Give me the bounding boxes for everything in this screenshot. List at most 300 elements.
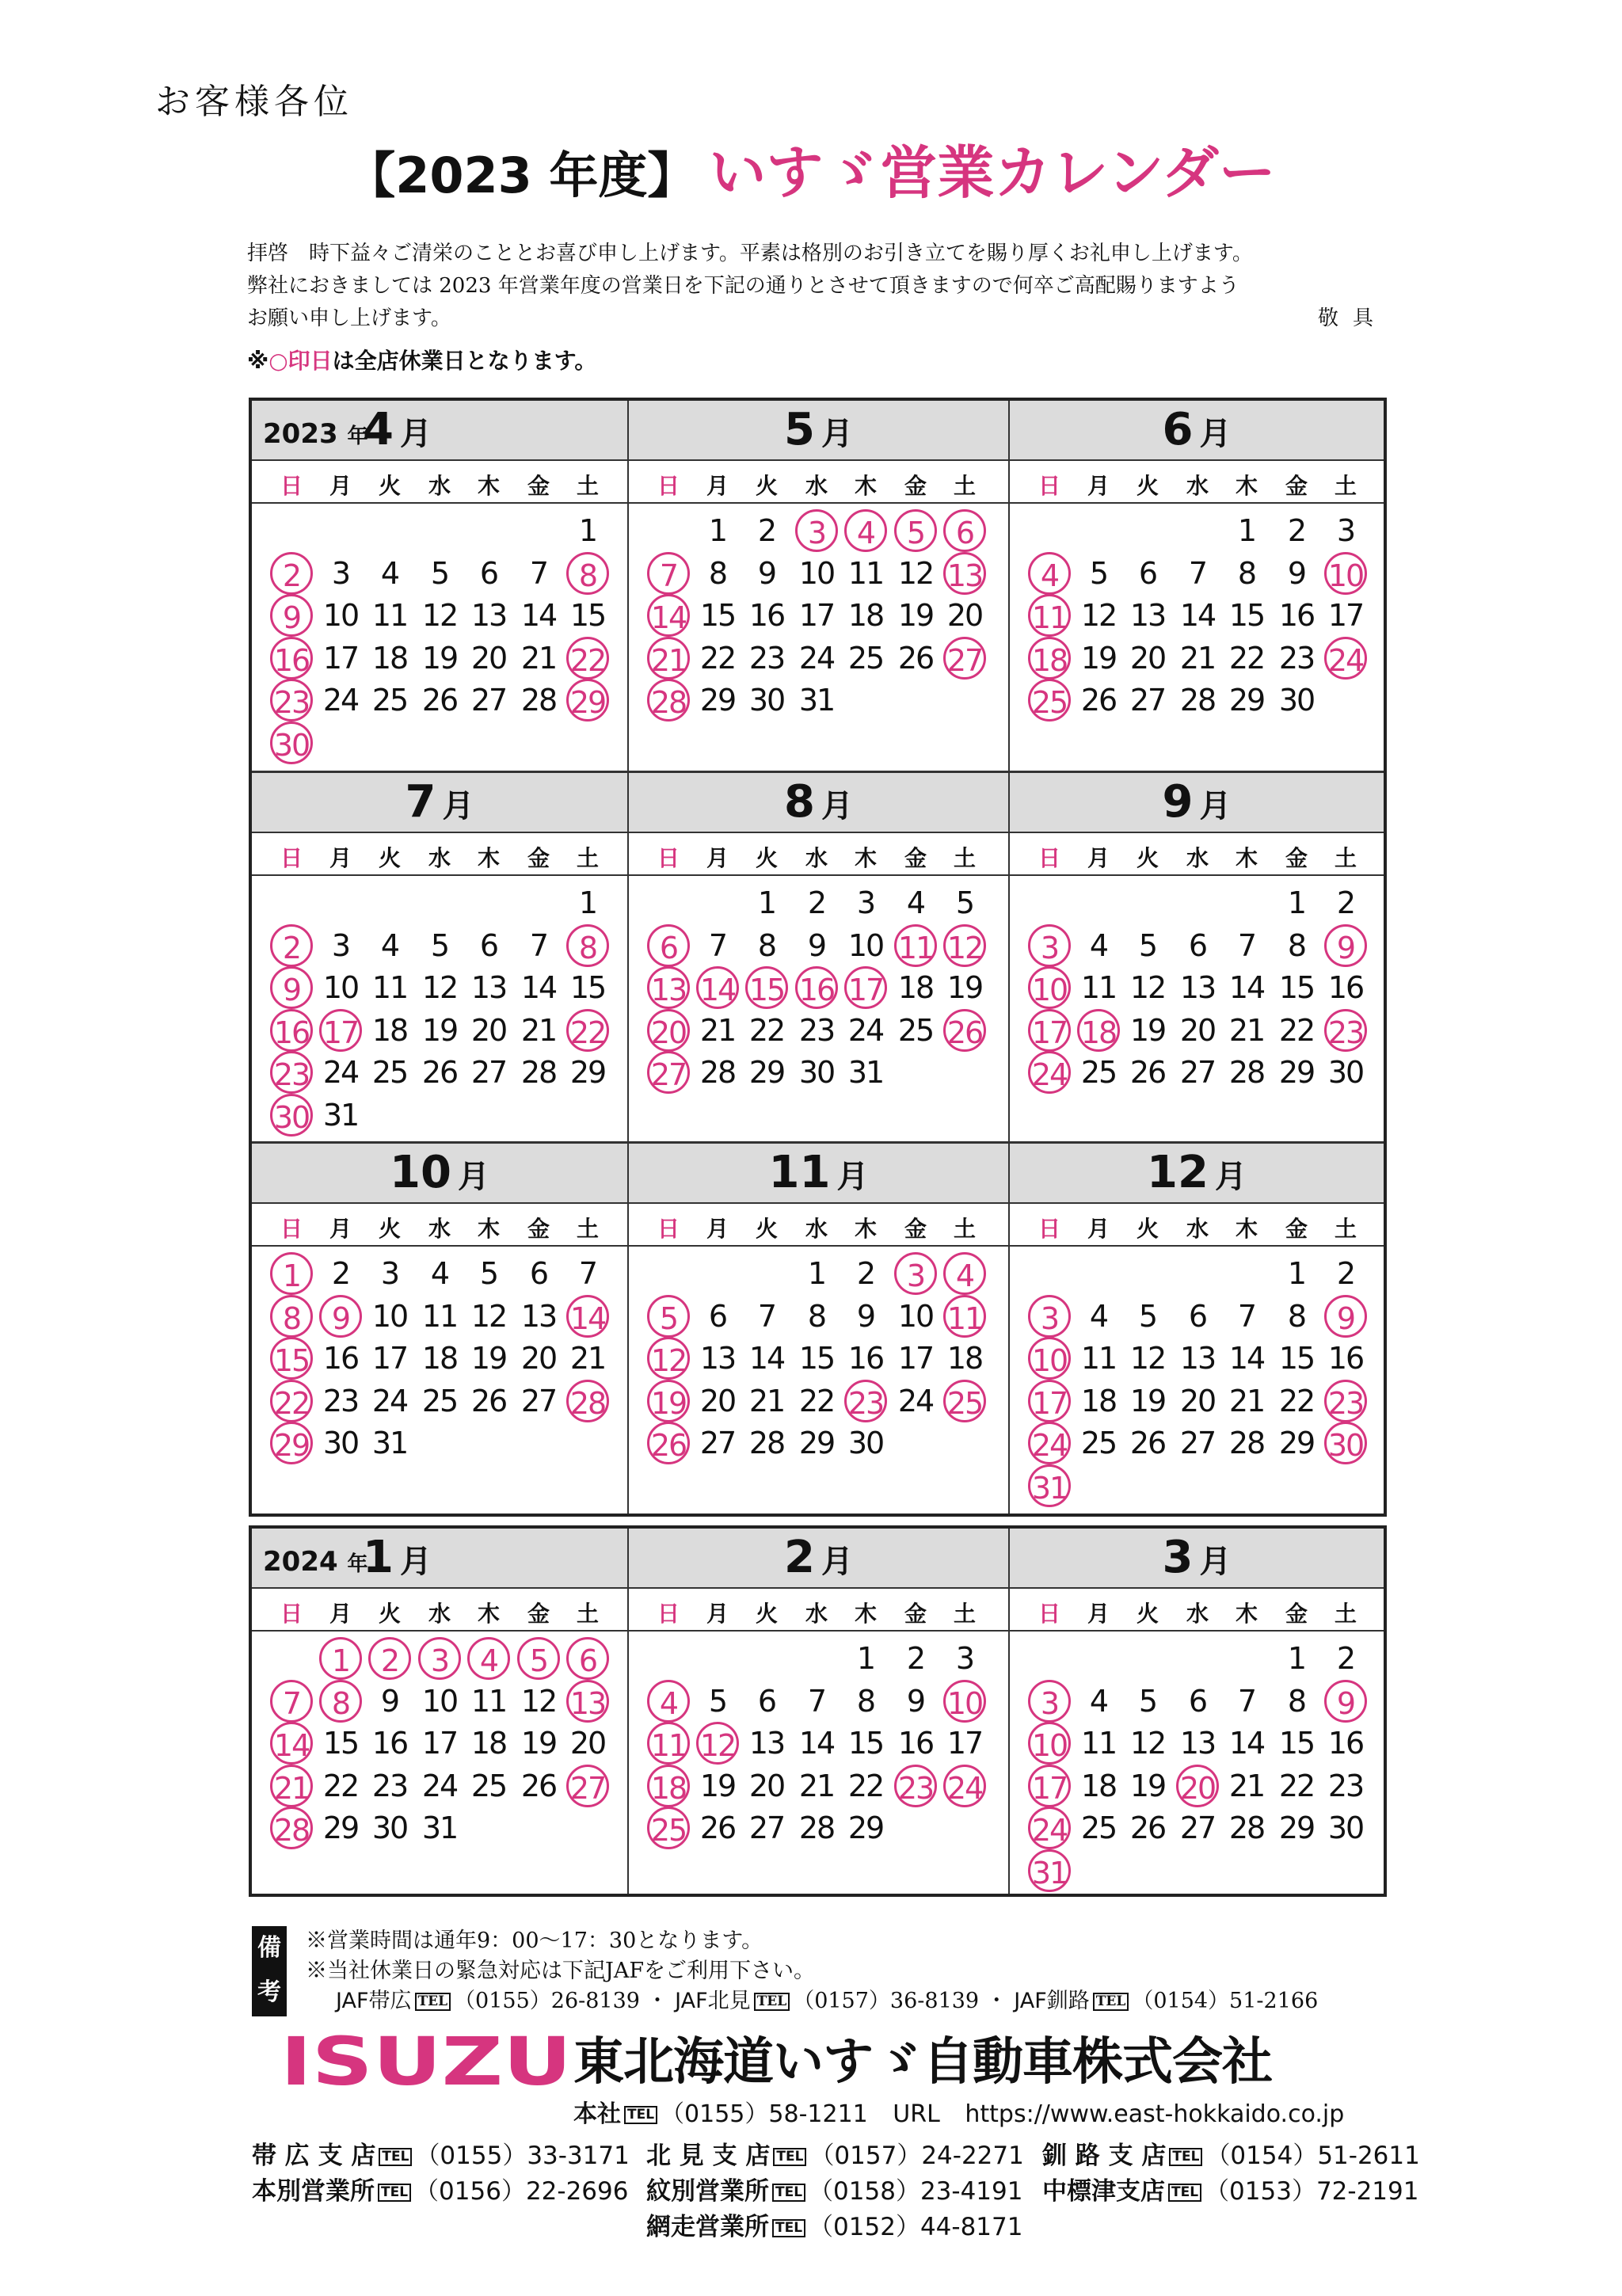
jaf-phone: （0154）51-2166 — [1132, 1989, 1319, 2013]
weekday-label: 金 — [527, 1216, 550, 1242]
holiday-day: 6 — [943, 509, 986, 552]
business-day: 1 — [1237, 513, 1256, 548]
holiday-day: 5 — [517, 1637, 560, 1680]
business-day: 31 — [371, 1426, 408, 1460]
remarks-text — [306, 1926, 1414, 2016]
month-title — [1010, 1147, 1384, 1198]
business-day: 8 — [1237, 555, 1256, 591]
month-number: 6 — [1162, 404, 1194, 455]
tel-icon: TEL — [754, 1993, 790, 2011]
weekday-label: 火 — [1136, 845, 1159, 871]
year-suffix: 年 — [347, 425, 368, 448]
business-day: 12 — [1080, 598, 1117, 633]
month-header — [629, 1144, 1008, 1204]
business-day: 1 — [578, 885, 597, 920]
business-day: 7 — [807, 1683, 826, 1719]
business-day: 12 — [520, 1683, 557, 1719]
weekday-label: 火 — [378, 1216, 401, 1242]
business-day: 25 — [371, 683, 408, 718]
branch-office — [1042, 2174, 1420, 2210]
separator: ・ — [639, 1989, 676, 2013]
business-day: 5 — [1089, 555, 1108, 591]
business-day: 27 — [748, 1811, 785, 1845]
business-day: 27 — [1179, 1426, 1216, 1460]
business-day: 16 — [1327, 1726, 1364, 1761]
holiday-day: 29 — [566, 679, 609, 722]
month-header — [252, 1529, 627, 1589]
business-day: 20 — [1129, 640, 1166, 676]
holiday-day: 12 — [696, 1722, 739, 1765]
business-day: 29 — [1278, 1055, 1315, 1090]
business-day: 19 — [1080, 640, 1117, 676]
business-day: 8 — [1287, 1298, 1306, 1334]
holiday-day: 6 — [647, 924, 690, 967]
holiday-day: 25 — [1028, 679, 1071, 722]
business-day: 30 — [748, 683, 785, 718]
business-day: 14 — [1228, 1341, 1265, 1376]
business-day: 16 — [897, 1726, 934, 1761]
holiday-day: 31 — [1028, 1849, 1071, 1892]
holiday-day: 2 — [270, 552, 313, 595]
tel-icon: TEL — [772, 2184, 805, 2202]
business-day: 15 — [569, 970, 606, 1005]
business-day: 26 — [1129, 1811, 1166, 1845]
year-number: 2023 — [263, 418, 348, 450]
holiday-day: 6 — [566, 1637, 609, 1680]
business-day: 7 — [529, 555, 548, 591]
month-number: 1 — [363, 1532, 394, 1583]
business-day: 18 — [1080, 1768, 1117, 1803]
business-day: 2 — [856, 1256, 875, 1291]
branch-office — [646, 2174, 1024, 2210]
business-day: 6 — [1188, 927, 1207, 963]
day-grid — [1010, 1635, 1384, 1894]
day-grid — [1010, 879, 1384, 1141]
holiday-day: 10 — [1028, 1337, 1071, 1380]
business-day: 7 — [757, 1298, 776, 1334]
business-day: 9 — [380, 1683, 399, 1719]
holiday-day: 10 — [943, 1680, 986, 1723]
holiday-day: 24 — [943, 1765, 986, 1807]
day-grid — [629, 1635, 1008, 1894]
business-day: 6 — [1188, 1683, 1207, 1719]
month-suffix: 月 — [821, 788, 853, 824]
business-day: 13 — [470, 598, 507, 633]
month-number: 8 — [784, 776, 815, 828]
day-grid — [1010, 1250, 1384, 1514]
business-day: 19 — [1129, 1383, 1166, 1418]
business-day: 7 — [1188, 555, 1207, 591]
tel-icon: TEL — [415, 1993, 451, 2011]
holiday-day: 22 — [270, 1380, 313, 1422]
page-title — [0, 127, 1622, 209]
branch-column — [1042, 2138, 1420, 2210]
business-day: 19 — [421, 1012, 458, 1048]
holiday-day: 8 — [566, 924, 609, 967]
weekday-label: 月 — [1087, 845, 1110, 871]
branch-office — [1042, 2138, 1420, 2174]
weekday-label: 土 — [1334, 1216, 1357, 1242]
weekday-label: 金 — [527, 845, 550, 871]
business-day: 22 — [1228, 640, 1265, 676]
business-day: 4 — [1089, 927, 1108, 963]
weekday-label: 土 — [953, 1601, 976, 1627]
weekday-label: 火 — [755, 845, 778, 871]
month-number: 9 — [1162, 776, 1194, 828]
branch-name: 帯 広 支 店 — [252, 2142, 376, 2170]
business-day: 1 — [1287, 1256, 1306, 1291]
holiday-day: 27 — [647, 1051, 690, 1094]
weekday-row — [1010, 461, 1384, 504]
weekday-label: 月 — [706, 1601, 729, 1627]
business-day: 27 — [699, 1426, 736, 1460]
business-day: 3 — [955, 1641, 974, 1676]
branch-column — [252, 2138, 630, 2210]
business-day: 27 — [520, 1383, 557, 1418]
business-day: 5 — [1138, 1683, 1157, 1719]
weekday-label: 月 — [329, 845, 352, 871]
weekday-label: 火 — [1136, 1601, 1159, 1627]
holiday-day: 17 — [1028, 1380, 1071, 1422]
month-number: 3 — [1162, 1532, 1194, 1583]
month-1 — [252, 1529, 629, 1894]
jaf-phone: （0157）36-8139 — [793, 1989, 980, 2013]
branch-office — [252, 2138, 630, 2174]
holiday-day: 2 — [270, 924, 313, 967]
business-day: 15 — [1278, 970, 1315, 1005]
holiday-day: 23 — [270, 679, 313, 722]
business-day: 25 — [1080, 1811, 1117, 1845]
business-day: 5 — [955, 885, 974, 920]
holiday-day: 4 — [943, 1252, 986, 1295]
business-day: 3 — [856, 885, 875, 920]
holiday-day: 9 — [1324, 1295, 1367, 1338]
business-day: 27 — [1179, 1055, 1216, 1090]
month-suffix: 月 — [399, 416, 432, 452]
branch-phone: （0157）24-2271 — [809, 2142, 1024, 2170]
business-day: 10 — [897, 1298, 934, 1334]
holiday-day: 19 — [647, 1380, 690, 1422]
year-label — [263, 418, 367, 450]
holiday-day: 27 — [566, 1765, 609, 1807]
holiday-day: 12 — [943, 924, 986, 967]
holiday-day: 1 — [319, 1637, 362, 1680]
holiday-day: 3 — [1028, 924, 1071, 967]
business-day: 1 — [1287, 885, 1306, 920]
business-day: 16 — [1327, 970, 1364, 1005]
business-day: 3 — [1336, 513, 1355, 548]
weekday-label: 月 — [329, 1216, 352, 1242]
business-day: 28 — [520, 683, 557, 718]
holiday-day: 5 — [894, 509, 937, 552]
business-day: 29 — [798, 1426, 835, 1460]
business-day: 29 — [1278, 1426, 1315, 1460]
weekday-row — [1010, 1589, 1384, 1632]
weekday-row — [252, 461, 627, 504]
month-suffix: 月 — [1199, 416, 1232, 452]
weekday-label: 木 — [477, 1601, 500, 1627]
holiday-day: 24 — [1028, 1807, 1071, 1849]
business-day: 19 — [699, 1768, 736, 1803]
business-day: 15 — [1278, 1341, 1315, 1376]
business-day: 8 — [856, 1683, 875, 1719]
business-day: 10 — [371, 1298, 408, 1334]
holiday-day: 14 — [270, 1722, 313, 1765]
weekday-label: 日 — [280, 1601, 303, 1627]
business-day: 18 — [946, 1341, 983, 1376]
business-day: 18 — [371, 1012, 408, 1048]
business-day: 26 — [1080, 683, 1117, 718]
holiday-day: 7 — [647, 552, 690, 595]
business-day: 29 — [847, 1811, 884, 1845]
holiday-day: 4 — [647, 1680, 690, 1723]
business-day: 13 — [1129, 598, 1166, 633]
month-title — [1010, 1532, 1384, 1583]
holiday-day: 9 — [270, 966, 313, 1009]
month-header — [1010, 1144, 1384, 1204]
business-day: 8 — [1287, 1683, 1306, 1719]
weekday-label: 土 — [576, 1216, 599, 1242]
weekday-label: 月 — [1087, 1601, 1110, 1627]
business-day: 20 — [470, 640, 507, 676]
weekday-label: 金 — [1285, 845, 1308, 871]
weekday-label: 木 — [1235, 1601, 1258, 1627]
weekday-label: 木 — [854, 845, 877, 871]
weekday-label: 土 — [576, 1601, 599, 1627]
month-number: 2 — [784, 1532, 815, 1583]
business-day: 25 — [1080, 1055, 1117, 1090]
business-day: 18 — [371, 640, 408, 676]
business-day: 12 — [421, 598, 458, 633]
business-day: 21 — [1228, 1768, 1265, 1803]
day-grid — [252, 879, 627, 1141]
business-day: 28 — [1179, 683, 1216, 718]
business-day: 7 — [1237, 927, 1256, 963]
business-day: 24 — [322, 1055, 359, 1090]
month-11 — [629, 1144, 1010, 1514]
business-day: 1 — [1287, 1641, 1306, 1676]
weekday-label: 月 — [329, 473, 352, 499]
business-day: 16 — [1278, 598, 1315, 633]
month-suffix: 月 — [1214, 1159, 1247, 1195]
business-day: 5 — [430, 927, 449, 963]
business-day: 30 — [371, 1811, 408, 1845]
business-day: 2 — [331, 1256, 350, 1291]
holiday-day: 23 — [844, 1380, 887, 1422]
weekday-label: 土 — [953, 473, 976, 499]
weekday-label: 水 — [428, 845, 451, 871]
greeting-line: お願い申し上げます。 — [247, 307, 451, 330]
holiday-day: 11 — [894, 924, 937, 967]
business-day: 9 — [906, 1683, 925, 1719]
business-day: 11 — [371, 598, 408, 633]
holiday-day: 17 — [1028, 1765, 1071, 1807]
business-day: 21 — [748, 1383, 785, 1418]
weekday-row — [252, 833, 627, 876]
year-suffix: 年 — [347, 1552, 368, 1576]
hq-phone: （0155）58-1211 — [661, 2100, 868, 2128]
holiday-day: 14 — [696, 966, 739, 1009]
holiday-day: 17 — [844, 966, 887, 1009]
greeting-line: 弊社におきましては 2023 年営業年度の営業日を下記の通りとさせて頂きますので何卒ご高配賜りますよう — [247, 274, 1239, 298]
business-day: 11 — [470, 1683, 507, 1719]
business-day: 30 — [322, 1426, 359, 1460]
holiday-day: 27 — [943, 637, 986, 680]
business-day: 26 — [520, 1768, 557, 1803]
business-day: 25 — [1080, 1426, 1117, 1460]
business-day: 12 — [470, 1298, 507, 1334]
holiday-day: 1 — [270, 1252, 313, 1295]
holiday-note — [247, 344, 596, 375]
business-day: 26 — [1129, 1426, 1166, 1460]
business-day: 25 — [470, 1768, 507, 1803]
business-day: 11 — [847, 555, 884, 591]
holiday-day: 8 — [319, 1680, 362, 1723]
business-day: 11 — [421, 1298, 458, 1334]
business-day: 4 — [380, 927, 399, 963]
month-header — [629, 1529, 1008, 1589]
business-day: 19 — [421, 640, 458, 676]
business-day: 14 — [1228, 1726, 1265, 1761]
weekday-label: 水 — [428, 1601, 451, 1627]
business-day: 22 — [748, 1012, 785, 1048]
business-day: 21 — [520, 1012, 557, 1048]
weekday-label: 火 — [1136, 473, 1159, 499]
weekday-label: 土 — [576, 473, 599, 499]
business-day: 9 — [1287, 555, 1306, 591]
business-day: 12 — [897, 555, 934, 591]
remarks-line: ※当社休業日の緊急対応は下記JAFをご利用下さい。 — [306, 1959, 816, 1983]
holiday-day: 9 — [1324, 1680, 1367, 1723]
business-day: 7 — [1237, 1298, 1256, 1334]
business-day: 5 — [1138, 1298, 1157, 1334]
business-day: 27 — [470, 683, 507, 718]
holiday-day: 3 — [1028, 1680, 1071, 1723]
business-day: 13 — [699, 1341, 736, 1376]
business-day: 27 — [470, 1055, 507, 1090]
business-day: 26 — [699, 1811, 736, 1845]
tel-icon: TEL — [772, 2219, 805, 2237]
business-day: 11 — [1080, 970, 1117, 1005]
business-day: 2 — [1336, 885, 1355, 920]
business-day: 10 — [847, 927, 884, 963]
year-number: 2024 — [263, 1546, 348, 1578]
jaf-phone: （0155）26-8139 — [454, 1989, 640, 2013]
business-day: 21 — [569, 1341, 606, 1376]
month-suffix: 月 — [1199, 788, 1232, 824]
business-day: 18 — [470, 1726, 507, 1761]
month-7 — [252, 773, 629, 1144]
holiday-day: 18 — [647, 1765, 690, 1807]
business-day: 15 — [847, 1726, 884, 1761]
business-day: 29 — [1278, 1811, 1315, 1845]
weekday-label: 金 — [1285, 1216, 1308, 1242]
business-day: 20 — [569, 1726, 606, 1761]
business-day: 6 — [529, 1256, 548, 1291]
business-day: 2 — [1287, 513, 1306, 548]
business-day: 6 — [479, 927, 498, 963]
weekday-label: 日 — [1038, 1601, 1060, 1627]
tel-icon: TEL — [1168, 2184, 1201, 2202]
business-day: 14 — [520, 598, 557, 633]
tel-icon: TEL — [379, 2148, 412, 2166]
weekday-label: 金 — [527, 1601, 550, 1627]
holiday-day: 10 — [1028, 966, 1071, 1009]
holiday-day: 9 — [270, 594, 313, 637]
holiday-day: 10 — [1028, 1722, 1071, 1765]
business-day: 15 — [1228, 598, 1265, 633]
business-day: 13 — [470, 970, 507, 1005]
business-day: 4 — [906, 885, 925, 920]
month-header — [629, 773, 1008, 833]
business-day: 15 — [1278, 1726, 1315, 1761]
weekday-label: 日 — [1038, 845, 1060, 871]
weekday-label: 金 — [904, 845, 927, 871]
branch-name: 釧 路 支 店 — [1042, 2142, 1167, 2170]
business-day: 14 — [798, 1726, 835, 1761]
business-day: 25 — [847, 640, 884, 676]
month-suffix: 月 — [442, 788, 474, 824]
holiday-day: 30 — [270, 1094, 313, 1137]
business-day: 22 — [322, 1768, 359, 1803]
weekday-label: 日 — [657, 845, 680, 871]
business-day: 15 — [798, 1341, 835, 1376]
month-suffix: 月 — [821, 1544, 853, 1580]
branch-phone: （0153）72-2191 — [1205, 2177, 1419, 2206]
holiday-day: 28 — [566, 1380, 609, 1422]
title-year: 【2023 年度】 — [346, 147, 697, 204]
branch-name: 網走営業所 — [646, 2213, 769, 2241]
title-main: いすゞ営業カレンダー — [709, 139, 1276, 206]
holiday-day: 20 — [1176, 1765, 1219, 1807]
holiday-day: 26 — [647, 1422, 690, 1464]
business-day: 26 — [421, 1055, 458, 1090]
holiday-day: 28 — [647, 679, 690, 722]
business-day: 2 — [1336, 1641, 1355, 1676]
isuzu-logo — [280, 2034, 573, 2092]
day-grid — [252, 1635, 627, 1894]
month-header — [252, 401, 627, 461]
business-day: 17 — [371, 1341, 408, 1376]
remarks-line: ※営業時間は通年9：00～17：30となります。 — [306, 1929, 763, 1953]
weekday-label: 月 — [706, 1216, 729, 1242]
month-5 — [629, 401, 1010, 773]
weekday-label: 火 — [378, 473, 401, 499]
business-day: 28 — [699, 1055, 736, 1090]
month-number: 11 — [768, 1147, 831, 1198]
holiday-day: 26 — [943, 1009, 986, 1052]
month-title — [1010, 776, 1384, 828]
business-day: 28 — [520, 1055, 557, 1090]
month-number: 10 — [390, 1147, 451, 1198]
business-day: 6 — [757, 1683, 776, 1719]
weekday-label: 土 — [1334, 473, 1357, 499]
business-day: 4 — [380, 555, 399, 591]
business-day: 5 — [1138, 927, 1157, 963]
holiday-day: 24 — [1028, 1051, 1071, 1094]
tel-icon: TEL — [1093, 1993, 1129, 2011]
holiday-day: 25 — [943, 1380, 986, 1422]
business-day: 24 — [897, 1383, 934, 1418]
month-title — [629, 1532, 1008, 1583]
business-day: 31 — [322, 1097, 359, 1133]
company-url[interactable]: https://www.east-hokkaido.co.jp — [965, 2100, 1345, 2128]
business-day: 21 — [1228, 1012, 1265, 1048]
month-4 — [252, 401, 629, 773]
business-day: 13 — [1179, 1726, 1216, 1761]
business-day: 25 — [371, 1055, 408, 1090]
holiday-day: 13 — [566, 1680, 609, 1723]
